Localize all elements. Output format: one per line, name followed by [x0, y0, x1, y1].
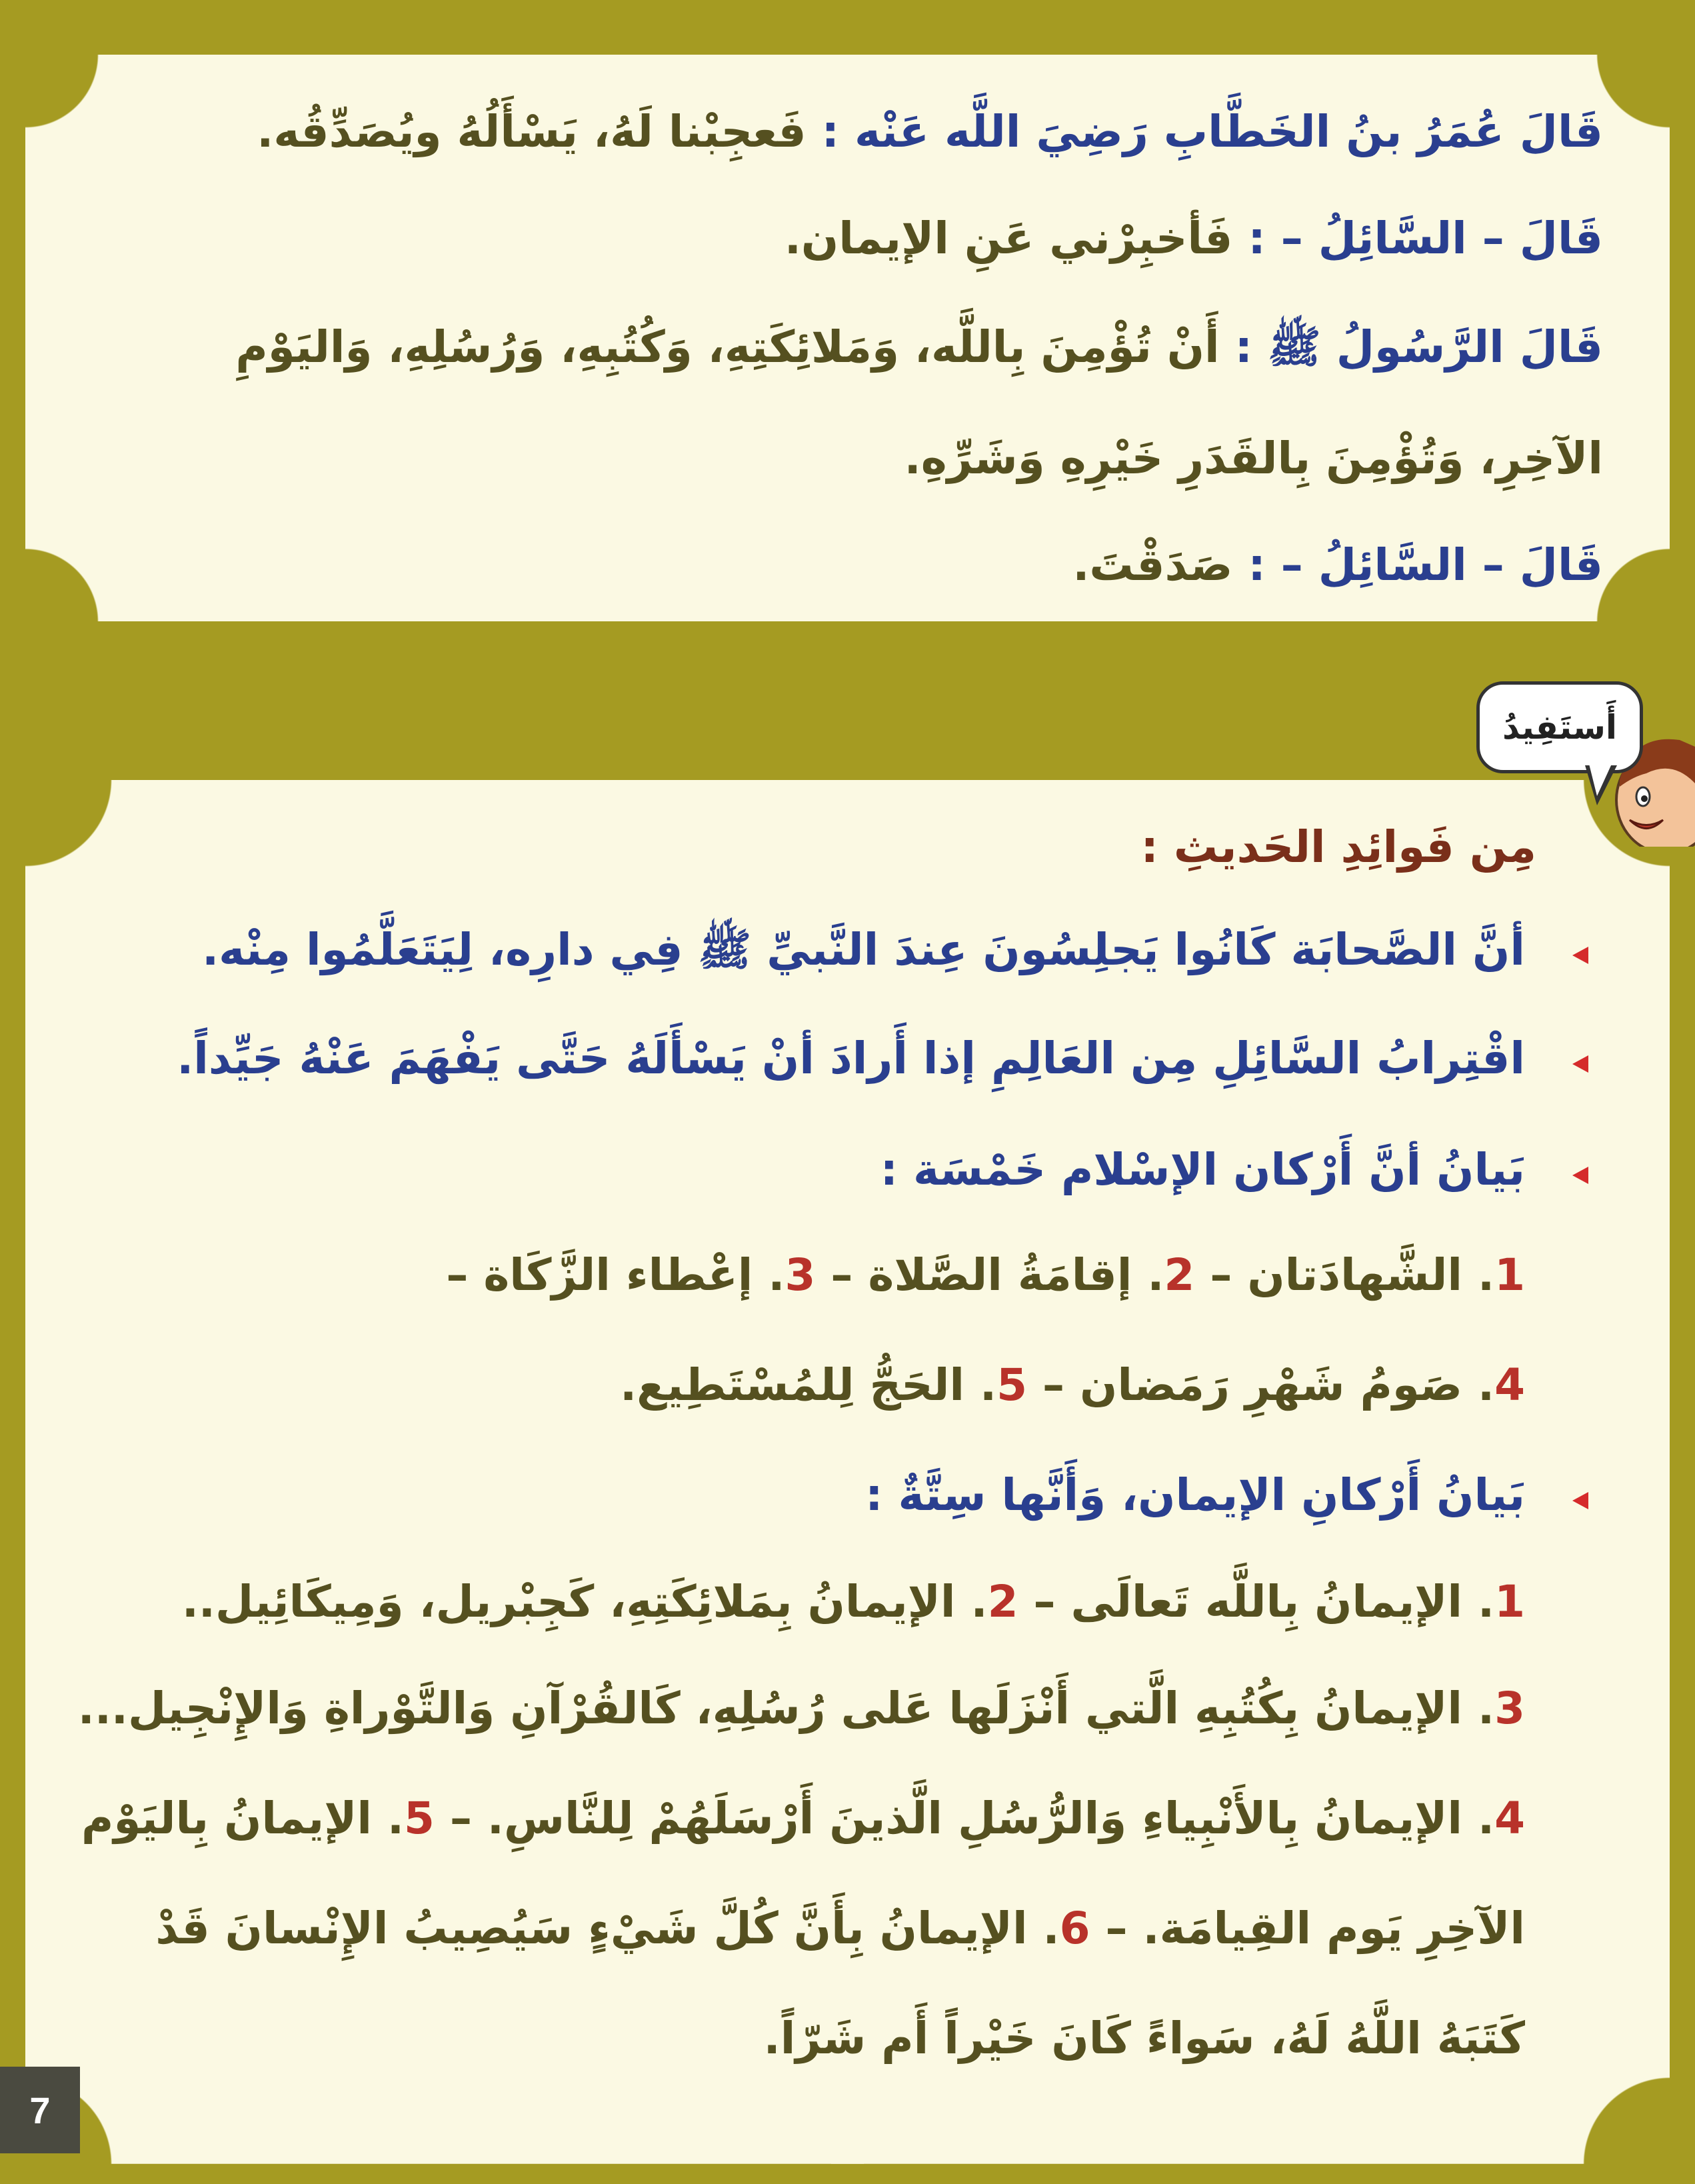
- speech-bubble-label: أَستَفِيدُ: [1502, 708, 1617, 747]
- text-line: [202, 924, 1525, 975]
- text-span: قَالَ – السَّائِلُ – :: [1232, 539, 1603, 591]
- text-line: [155, 1903, 1525, 1954]
- text-line: [880, 1144, 1525, 1195]
- text-span: فَأخبِرْني عَنِ الإيمان.: [784, 213, 1233, 264]
- benefits-heading: مِن فَوائِدِ الحَديثِ :: [1140, 821, 1536, 873]
- text-span: الآخِرِ يَوم القِيامَة. –: [1090, 1903, 1525, 1954]
- text-span: أَنْ تُؤْمِنَ بِاللَّه، وَمَلائِكَتِهِ، وَكُتُبِهِ، وَرُسُلِهِ، وَاليَوْمِ: [235, 321, 1220, 373]
- text-span: 3: [785, 1249, 816, 1301]
- text-span: . الإيمانُ بِأَنَّ كُلَّ شَيْءٍ سَيُصِيبُ الإِنْسانَ قَدْ: [155, 1903, 1060, 1954]
- text-span: أنَّ الصَّحابَة كَانُوا يَجلِسُونَ عِندَ النَّبيِّ ﷺ فِي دارِه، لِيَتَعَلَّمُوا مِنْه.: [202, 924, 1525, 975]
- text-span: 4: [1494, 1359, 1525, 1411]
- text-span: . الإيمانُ بِاليَوْم: [81, 1793, 405, 1844]
- text-span: 5: [404, 1793, 435, 1844]
- text-span: 1: [1494, 1249, 1525, 1301]
- text-line: [181, 1576, 1525, 1627]
- text-line: [446, 1249, 1525, 1301]
- text-span: فَعجِبْنا لَهُ، يَسْأَلُهُ ويُصَدِّقُه.: [257, 106, 807, 157]
- text-span: . الإيمانُ بِمَلائِكَتِهِ، كَجِبْريل، وَمِيكَائِيل..: [181, 1576, 988, 1627]
- text-span: 1: [1494, 1576, 1525, 1627]
- text-span: . صَومُ شَهْرِ رَمَضان –: [1027, 1359, 1495, 1411]
- text-line: [257, 106, 1603, 157]
- bullet-icon: [1572, 1167, 1588, 1184]
- bullet-icon: [1572, 1492, 1588, 1509]
- text-span: . الشَّهادَتان –: [1194, 1249, 1495, 1301]
- bullet-icon: [1572, 1055, 1588, 1073]
- text-span: الآخِرِ، وَتُؤْمِنَ بِالقَدَرِ خَيْرِهِ وَشَرِّهِ.: [904, 433, 1603, 484]
- text-line: [763, 2013, 1525, 2064]
- text-span: بَيانُ أَرْكانِ الإيمان، وَأَنَّها سِتَّةٌ :: [865, 1469, 1525, 1521]
- text-line: [1072, 539, 1603, 591]
- text-span: . إقامَةُ الصَّلاة –: [815, 1249, 1164, 1301]
- text-span: . الإيمانُ بِالأَنْبِياءِ وَالرُّسُلِ الَّذينَ أَرْسَلَهُمْ لِلنَّاسِ. –: [434, 1793, 1495, 1844]
- text-line: [865, 1469, 1525, 1521]
- text-line: [784, 213, 1603, 264]
- text-span: اقْتِرابُ السَّائِلِ مِن العَالِمِ إذا أَرادَ أنْ يَسْأَلَهُ حَتَّى يَفْهَمَ عَنْهُ جَيِّداً.: [177, 1033, 1525, 1084]
- text-span: . الإيمانُ بِاللَّه تَعالَى –: [1018, 1576, 1495, 1627]
- text-line: [177, 1033, 1525, 1084]
- text-line: [81, 1793, 1525, 1844]
- text-span: 5: [996, 1359, 1028, 1411]
- text-span: قَالَ – السَّائِلُ – :: [1232, 213, 1603, 264]
- text-span: صَدَقْتَ.: [1072, 539, 1233, 591]
- text-span: 2: [1164, 1249, 1195, 1301]
- text-span: . الحَجُّ لِلمُسْتَطِيع.: [620, 1359, 997, 1411]
- text-span: 6: [1059, 1903, 1090, 1954]
- text-span: 2: [987, 1576, 1018, 1627]
- text-line: [77, 1683, 1525, 1734]
- text-span: . إعْطاء الزَّكَاة –: [446, 1249, 785, 1301]
- text-span: 3: [1494, 1683, 1525, 1734]
- text-span: قَالَ الرَّسُولُ ﷺ :: [1219, 321, 1603, 373]
- speech-bubble: [1476, 681, 1643, 773]
- text-span: كَتَبَهُ اللَّهُ لَهُ، سَواءً كَانَ خَيْراً أَم شَرّاً.: [763, 2013, 1525, 2064]
- text-span: بَيانُ أنَّ أَرْكان الإسْلام خَمْسَة :: [880, 1144, 1525, 1195]
- text-span: قَالَ عُمَرُ بنُ الخَطَّابِ رَضِيَ اللَّه عَنْه :: [806, 106, 1603, 157]
- text-line: [620, 1359, 1525, 1411]
- page-number-text: 7: [29, 2089, 51, 2131]
- bullet-icon: [1572, 947, 1588, 964]
- text-line: [235, 321, 1603, 373]
- text-span: . الإيمانُ بِكُتُبِهِ الَّتي أَنْزَلَها عَلى رُسُلِهِ، كَالقُرْآنِ وَالتَّوْراةِ وَالإِنْجِيل...: [77, 1683, 1495, 1734]
- page-number: [0, 2067, 80, 2153]
- text-span: 4: [1494, 1793, 1525, 1844]
- text-line: [904, 433, 1603, 484]
